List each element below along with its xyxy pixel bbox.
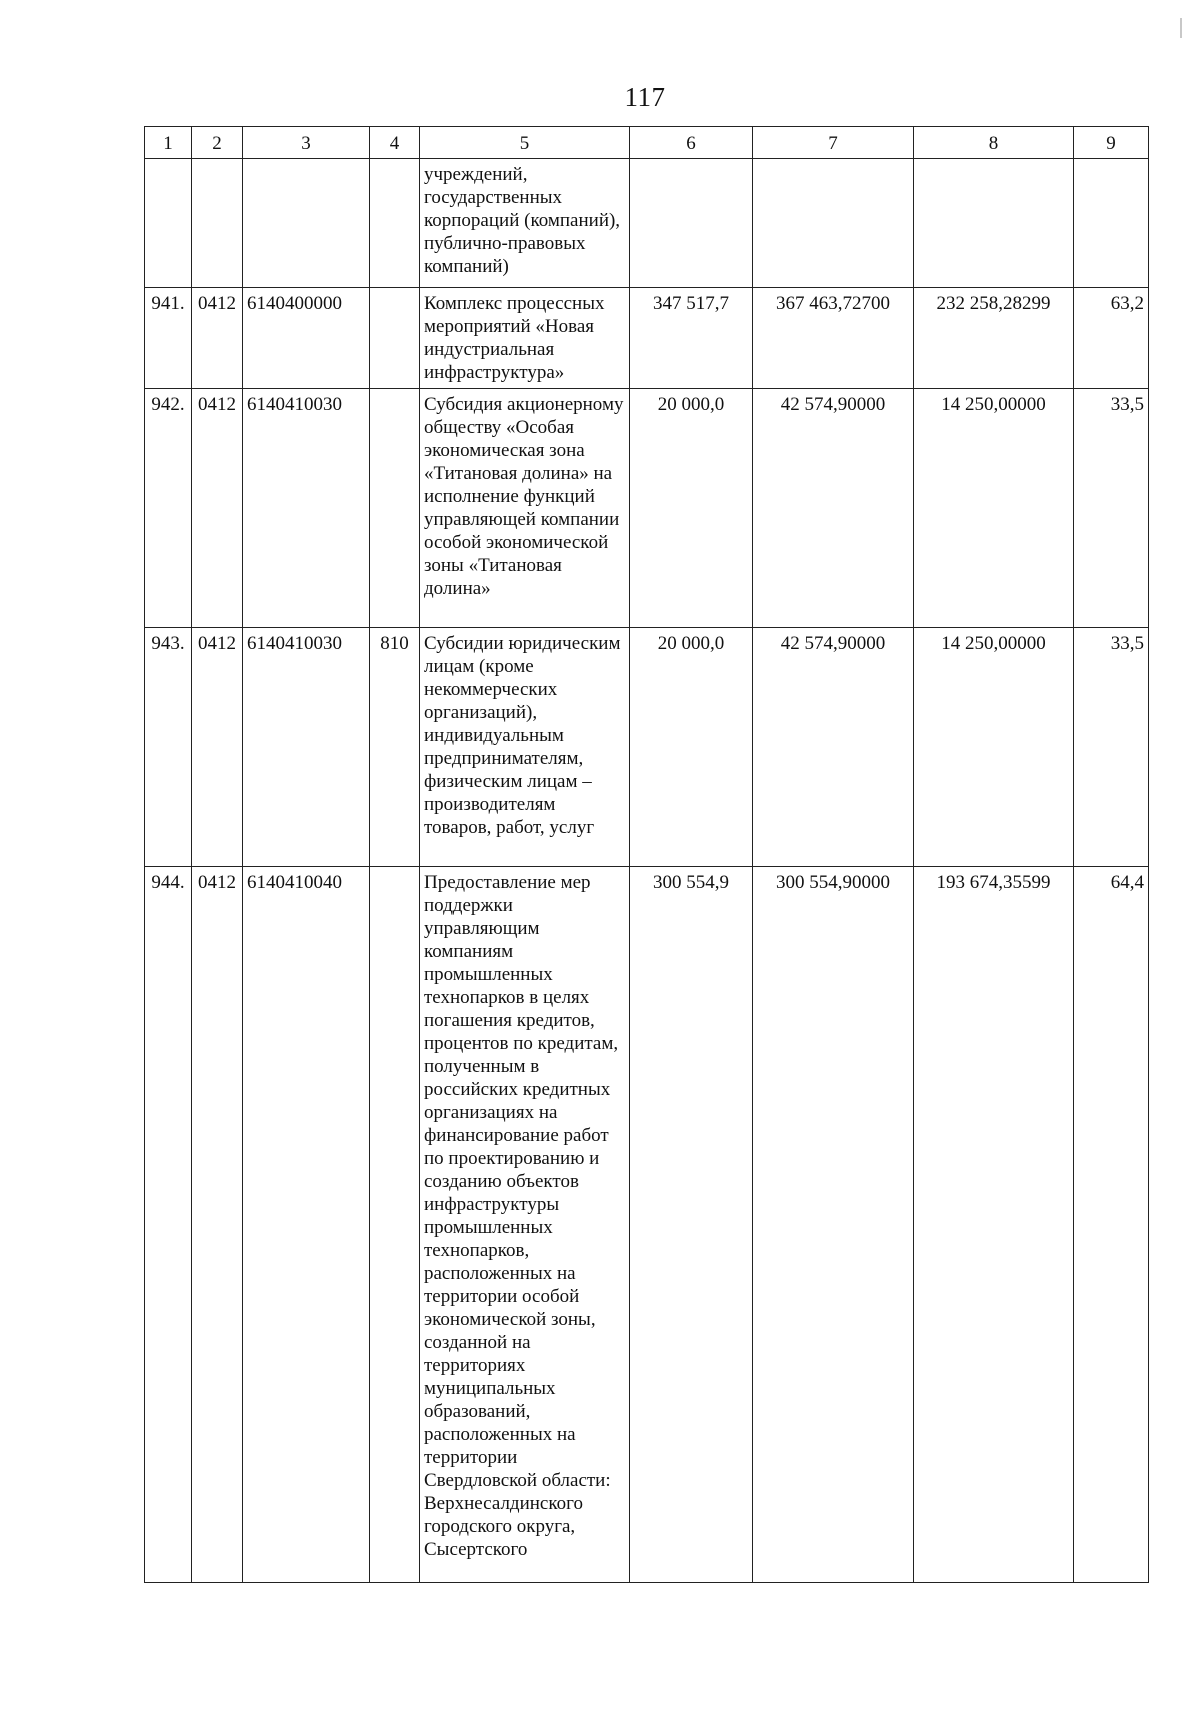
expense-type-cell: 810 [370, 628, 420, 867]
expense-type-cell [370, 288, 420, 389]
column-header: 4 [370, 127, 420, 159]
description-cell: учреждений, государственных корпораций (компаний), публично-правовых компаний) [420, 159, 630, 288]
amount-cell: 42 574,90000 [753, 628, 914, 867]
description-cell: Предоставление мер поддержки управляющим компаниям промышленных технопарков в целях погашения кредитов, процентов по кредитам, полученным в российских кредитных организациях на финансирование работ по проектированию и созданию объектов инфраструктуры промышленных технопарков, расположенных на территории особой экономической зоны, созданной на территориях муниципальных образований, расположенных на территории Свердловской области: Верхнесалдинского городского округа, Сысертского [420, 867, 630, 1583]
column-header: 7 [753, 127, 914, 159]
budget-table [144, 126, 1149, 1583]
column-header: 2 [192, 127, 243, 159]
column-header: 1 [145, 127, 192, 159]
table-row [145, 867, 1149, 1583]
target-code-cell: 6140400000 [243, 288, 370, 389]
row-number-cell: 944. [145, 867, 192, 1583]
table-row [145, 288, 1149, 389]
percent-cell: 33,5 [1074, 389, 1149, 628]
section-code-cell: 0412 [192, 288, 243, 389]
amount-cell: 14 250,00000 [914, 628, 1074, 867]
expense-type-cell [370, 389, 420, 628]
table-row [145, 389, 1149, 628]
section-code-cell: 0412 [192, 389, 243, 628]
table-row [145, 159, 1149, 288]
row-number-cell: 941. [145, 288, 192, 389]
amount-cell: 14 250,00000 [914, 389, 1074, 628]
amount-cell: 300 554,90000 [753, 867, 914, 1583]
column-header: 8 [914, 127, 1074, 159]
description-cell: Субсидии юридическим лицам (кроме некоммерческих организаций), индивидуальным предпринимателям, физическим лицам – производителям товаров, работ, услуг [420, 628, 630, 867]
percent-cell [1074, 159, 1149, 288]
column-header: 5 [420, 127, 630, 159]
column-header: 9 [1074, 127, 1149, 159]
scan-margin-mark [1180, 18, 1182, 38]
description-cell: Комплекс процессных мероприятий «Новая индустриальная инфраструктура» [420, 288, 630, 389]
description-cell: Субсидия акционерному обществу «Особая экономическая зона «Титановая долина» на исполнение функций управляющей компании особой экономической зоны «Титановая долина» [420, 389, 630, 628]
amount-cell: 367 463,72700 [753, 288, 914, 389]
percent-cell: 33,5 [1074, 628, 1149, 867]
target-code-cell: 6140410040 [243, 867, 370, 1583]
amount-cell: 232 258,28299 [914, 288, 1074, 389]
expense-type-cell [370, 159, 420, 288]
column-header: 3 [243, 127, 370, 159]
table-row [145, 628, 1149, 867]
amount-cell: 20 000,0 [630, 389, 753, 628]
amount-cell [630, 159, 753, 288]
column-header: 6 [630, 127, 753, 159]
amount-cell: 42 574,90000 [753, 389, 914, 628]
amount-cell: 20 000,0 [630, 628, 753, 867]
expense-type-cell [370, 867, 420, 1583]
target-code-cell: 6140410030 [243, 389, 370, 628]
row-number-cell: 943. [145, 628, 192, 867]
section-code-cell [192, 159, 243, 288]
amount-cell [753, 159, 914, 288]
row-number-cell [145, 159, 192, 288]
target-code-cell: 6140410030 [243, 628, 370, 867]
percent-cell: 64,4 [1074, 867, 1149, 1583]
section-code-cell: 0412 [192, 628, 243, 867]
percent-cell: 63,2 [1074, 288, 1149, 389]
amount-cell: 300 554,9 [630, 867, 753, 1583]
amount-cell [914, 159, 1074, 288]
target-code-cell [243, 159, 370, 288]
amount-cell: 193 674,35599 [914, 867, 1074, 1583]
section-code-cell: 0412 [192, 867, 243, 1583]
page-number: 117 [624, 82, 666, 112]
amount-cell: 347 517,7 [630, 288, 753, 389]
row-number-cell: 942. [145, 389, 192, 628]
table-header-row [145, 127, 1149, 159]
